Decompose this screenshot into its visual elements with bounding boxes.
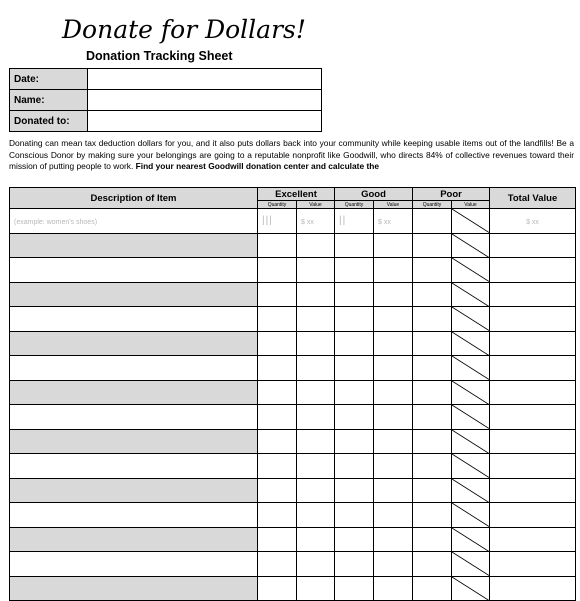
table-row	[10, 258, 576, 283]
poor-quantity-subheader: Quantity	[413, 201, 452, 209]
example-good-quantity[interactable]	[335, 209, 374, 234]
total-value-header: Total Value	[490, 188, 576, 209]
excellent-value-cell[interactable]	[297, 307, 335, 332]
diagonal-line-icon	[452, 454, 489, 478]
example-excellent-value[interactable]	[297, 209, 335, 234]
excellent-header: Excellent	[258, 188, 335, 201]
description-cell[interactable]	[10, 454, 258, 479]
good-value-cell[interactable]	[374, 282, 413, 307]
good-quantity-cell[interactable]	[335, 233, 374, 258]
good-value-cell[interactable]	[374, 454, 413, 479]
donation-table	[9, 187, 576, 601]
total-value-cell[interactable]	[490, 576, 576, 601]
example-total-value[interactable]	[490, 209, 576, 234]
poor-quantity-cell[interactable]	[413, 454, 452, 479]
diagonal-line-icon	[452, 332, 489, 356]
description-header: Description of Item	[10, 188, 258, 209]
description-cell[interactable]	[10, 258, 258, 283]
good-quantity-cell[interactable]	[335, 282, 374, 307]
good-value-cell[interactable]	[374, 405, 413, 430]
table-row	[10, 380, 576, 405]
poor-value-crossed-cell	[452, 576, 490, 601]
excellent-quantity-cell[interactable]	[258, 233, 297, 258]
total-value-cell[interactable]	[490, 282, 576, 307]
poor-value-crossed-cell	[452, 429, 490, 454]
description-cell[interactable]	[10, 527, 258, 552]
good-quantity-cell[interactable]	[335, 307, 374, 332]
excellent-quantity-cell[interactable]	[258, 307, 297, 332]
good-quantity-cell[interactable]	[335, 380, 374, 405]
example-poor-value-crossed	[452, 209, 490, 234]
excellent-value-cell[interactable]	[297, 503, 335, 528]
poor-quantity-cell[interactable]	[413, 429, 452, 454]
excellent-quantity-cell[interactable]	[258, 527, 297, 552]
good-quantity-cell[interactable]	[335, 429, 374, 454]
total-value-cell[interactable]	[490, 307, 576, 332]
good-value-cell[interactable]	[374, 429, 413, 454]
description-cell[interactable]	[10, 331, 258, 356]
description-cell[interactable]	[10, 552, 258, 577]
total-value-cell[interactable]	[490, 503, 576, 528]
diagonal-line-icon	[452, 528, 489, 552]
example-excellent-quantity[interactable]	[258, 209, 297, 234]
diagonal-line-icon	[452, 258, 489, 282]
good-header: Good	[335, 188, 413, 201]
good-value-cell[interactable]	[374, 527, 413, 552]
good-value-cell[interactable]	[374, 478, 413, 503]
poor-quantity-cell[interactable]	[413, 380, 452, 405]
diagonal-line-icon	[452, 405, 489, 429]
total-value-cell[interactable]	[490, 233, 576, 258]
diagonal-line-icon	[452, 552, 489, 576]
poor-quantity-cell[interactable]	[413, 503, 452, 528]
good-quantity-cell[interactable]	[335, 356, 374, 381]
example-description-text: (example: women's shoes)	[14, 218, 98, 226]
poor-value-subheader: Value	[452, 201, 490, 209]
total-value-cell[interactable]	[490, 356, 576, 381]
table-row	[10, 282, 576, 307]
excellent-value-cell[interactable]	[297, 405, 335, 430]
total-value-cell[interactable]	[490, 258, 576, 283]
table-row	[10, 405, 576, 430]
page-title	[60, 14, 306, 44]
example-total-value-text: $ xx	[526, 218, 539, 226]
excellent-quantity-cell[interactable]	[258, 503, 297, 528]
date-field[interactable]	[88, 69, 322, 90]
poor-value-crossed-cell	[452, 380, 490, 405]
poor-value-crossed-cell	[452, 454, 490, 479]
example-poor-quantity[interactable]	[413, 209, 452, 234]
good-quantity-cell[interactable]	[335, 331, 374, 356]
excellent-value-cell[interactable]	[297, 331, 335, 356]
excellent-quantity-cell[interactable]	[258, 331, 297, 356]
diagonal-line-icon	[452, 381, 489, 405]
poor-quantity-cell[interactable]	[413, 331, 452, 356]
good-quantity-subheader: Quantity	[335, 201, 374, 209]
excellent-value-cell[interactable]	[297, 527, 335, 552]
excellent-value-cell[interactable]	[297, 233, 335, 258]
good-value-cell[interactable]	[374, 356, 413, 381]
poor-value-crossed-cell	[452, 503, 490, 528]
excellent-quantity-cell[interactable]	[258, 429, 297, 454]
good-quantity-cell[interactable]	[335, 454, 374, 479]
excellent-value-cell[interactable]	[297, 478, 335, 503]
diagonal-line-icon	[452, 283, 489, 307]
excellent-value-cell[interactable]	[297, 258, 335, 283]
example-description[interactable]	[10, 209, 258, 234]
excellent-value-cell[interactable]	[297, 429, 335, 454]
table-row	[10, 478, 576, 503]
good-value-cell[interactable]	[374, 307, 413, 332]
table-row	[10, 527, 576, 552]
donated-to-field[interactable]	[88, 111, 322, 132]
date-label: Date:	[10, 69, 88, 90]
diagonal-line-icon	[452, 356, 489, 380]
description-cell[interactable]	[10, 282, 258, 307]
description-cell[interactable]	[10, 503, 258, 528]
good-value-cell[interactable]	[374, 331, 413, 356]
good-quantity-cell[interactable]	[335, 576, 374, 601]
total-value-cell[interactable]	[490, 527, 576, 552]
poor-quantity-cell[interactable]	[413, 258, 452, 283]
total-value-cell[interactable]	[490, 429, 576, 454]
table-row	[10, 552, 576, 577]
good-quantity-cell[interactable]	[335, 478, 374, 503]
total-value-cell[interactable]	[490, 552, 576, 577]
good-value-cell[interactable]	[374, 258, 413, 283]
good-value-cell[interactable]	[374, 503, 413, 528]
good-value-cell[interactable]	[374, 552, 413, 577]
excellent-quantity-cell[interactable]	[258, 282, 297, 307]
poor-quantity-cell[interactable]	[413, 282, 452, 307]
description-cell[interactable]	[10, 405, 258, 430]
example-good-value-text: $ xx	[378, 218, 391, 226]
poor-value-crossed-cell	[452, 405, 490, 430]
name-label: Name:	[10, 90, 88, 111]
example-excellent-quantity-text: |||	[262, 215, 273, 227]
page-title-text: Donate for Dollars!	[62, 15, 306, 44]
diagonal-line-icon	[452, 479, 489, 503]
excellent-value-cell[interactable]	[297, 356, 335, 381]
poor-quantity-cell[interactable]	[413, 356, 452, 381]
description-cell[interactable]	[10, 380, 258, 405]
description-cell[interactable]	[10, 429, 258, 454]
total-value-cell[interactable]	[490, 478, 576, 503]
excellent-quantity-cell[interactable]	[258, 356, 297, 381]
excellent-value-cell[interactable]	[297, 454, 335, 479]
poor-quantity-cell[interactable]	[413, 233, 452, 258]
example-row	[10, 209, 576, 234]
table-row	[10, 356, 576, 381]
description-cell[interactable]	[10, 576, 258, 601]
example-good-quantity-text: ||	[339, 215, 347, 227]
description-cell[interactable]	[10, 233, 258, 258]
table-row	[10, 331, 576, 356]
good-quantity-cell[interactable]	[335, 527, 374, 552]
excellent-quantity-cell[interactable]	[258, 576, 297, 601]
poor-value-crossed-cell	[452, 527, 490, 552]
example-excellent-value-text: $ xx	[301, 218, 314, 226]
good-quantity-cell[interactable]	[335, 405, 374, 430]
total-value-cell[interactable]	[490, 454, 576, 479]
diagonal-line-icon	[452, 577, 489, 601]
diagonal-line-icon	[452, 307, 489, 331]
excellent-value-cell[interactable]	[297, 380, 335, 405]
poor-quantity-cell[interactable]	[413, 552, 452, 577]
poor-quantity-cell[interactable]	[413, 405, 452, 430]
excellent-value-cell[interactable]	[297, 282, 335, 307]
poor-value-crossed-cell	[452, 331, 490, 356]
poor-value-crossed-cell	[452, 258, 490, 283]
poor-quantity-cell[interactable]	[413, 307, 452, 332]
excellent-value-subheader: Value	[297, 201, 335, 209]
intro-paragraph	[9, 138, 574, 173]
info-fields	[9, 68, 322, 132]
table-row	[10, 576, 576, 601]
diagonal-line-icon	[452, 209, 489, 233]
example-good-value[interactable]	[374, 209, 413, 234]
diagonal-line-icon	[452, 503, 489, 527]
good-value-cell[interactable]	[374, 233, 413, 258]
description-cell[interactable]	[10, 478, 258, 503]
excellent-quantity-cell[interactable]	[258, 478, 297, 503]
intro-bold-text: Find your nearest Goodwill donation center and calculate the	[135, 161, 380, 172]
excellent-quantity-cell[interactable]	[258, 380, 297, 405]
excellent-value-cell[interactable]	[297, 552, 335, 577]
table-row	[10, 233, 576, 258]
donated-to-label: Donated to:	[10, 111, 88, 132]
excellent-quantity-cell[interactable]	[258, 405, 297, 430]
total-value-cell[interactable]	[490, 405, 576, 430]
poor-quantity-cell[interactable]	[413, 576, 452, 601]
good-quantity-cell[interactable]	[335, 503, 374, 528]
poor-value-crossed-cell	[452, 478, 490, 503]
poor-header: Poor	[413, 188, 490, 201]
excellent-quantity-cell[interactable]	[258, 454, 297, 479]
page-subtitle: Donation Tracking Sheet	[86, 49, 233, 63]
poor-quantity-cell[interactable]	[413, 478, 452, 503]
description-cell[interactable]	[10, 356, 258, 381]
poor-value-crossed-cell	[452, 233, 490, 258]
poor-quantity-cell[interactable]	[413, 527, 452, 552]
poor-value-crossed-cell	[452, 356, 490, 381]
good-value-subheader: Value	[374, 201, 413, 209]
description-cell[interactable]	[10, 307, 258, 332]
table-row	[10, 503, 576, 528]
excellent-quantity-cell[interactable]	[258, 552, 297, 577]
intro-text: Donating can mean tax deduction dollars for you, and it also puts dollars back into your community while keeping usable items out of the landfills! Be a Conscious Donor by making sure your belongings are going to a reputable nonprofit like Goodwill, who directs 84% of collective revenues toward their mission of putting people to work.	[9, 138, 574, 172]
table-row	[10, 454, 576, 479]
good-quantity-cell[interactable]	[335, 552, 374, 577]
table-row	[10, 429, 576, 454]
good-quantity-cell[interactable]	[335, 258, 374, 283]
excellent-quantity-cell[interactable]	[258, 258, 297, 283]
excellent-quantity-subheader: Quantity	[258, 201, 297, 209]
table-row	[10, 307, 576, 332]
good-value-cell[interactable]	[374, 576, 413, 601]
poor-value-crossed-cell	[452, 552, 490, 577]
total-value-cell[interactable]	[490, 331, 576, 356]
excellent-value-cell[interactable]	[297, 576, 335, 601]
good-value-cell[interactable]	[374, 380, 413, 405]
poor-value-crossed-cell	[452, 307, 490, 332]
name-field[interactable]	[88, 90, 322, 111]
poor-value-crossed-cell	[452, 282, 490, 307]
diagonal-line-icon	[452, 234, 489, 258]
diagonal-line-icon	[452, 430, 489, 454]
total-value-cell[interactable]	[490, 380, 576, 405]
